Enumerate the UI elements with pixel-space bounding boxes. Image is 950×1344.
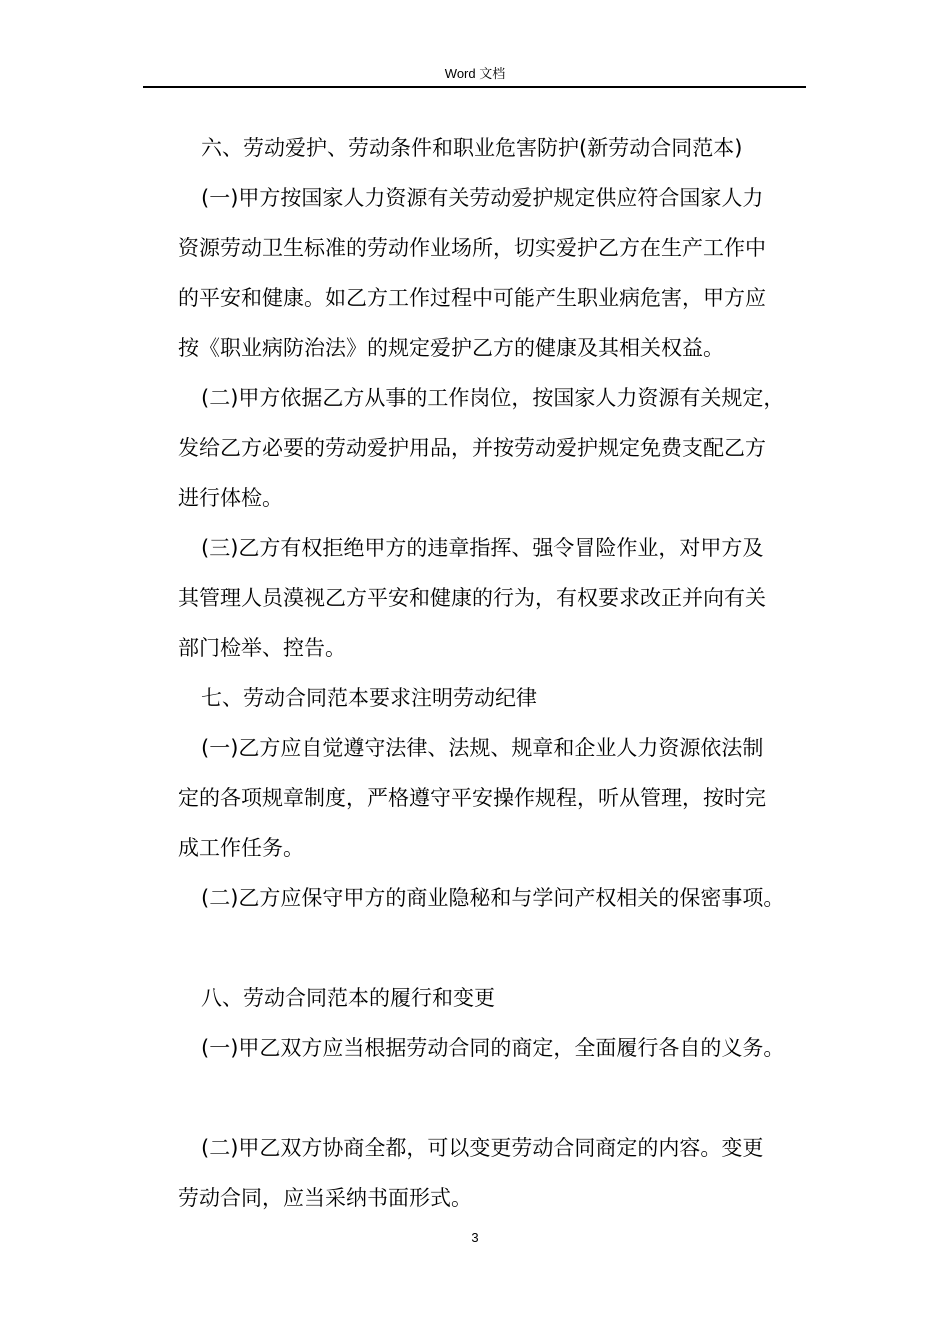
paragraph-line: (二)乙方应保守甲方的商业隐秘和与学问产权相关的保密事项。 — [201, 886, 785, 910]
paragraph-line: 部门检举、控告。 — [178, 636, 346, 660]
section-heading-6: 六、劳动爱护、劳动条件和职业危害防护(新劳动合同范本) — [201, 136, 743, 160]
paragraph-line: 按《职业病防治法》的规定爱护乙方的健康及其相关权益。 — [178, 336, 724, 360]
paragraph-line: (一)甲乙双方应当根据劳动合同的商定，全面履行各自的义务。 — [201, 1036, 785, 1060]
paragraph-line: 劳动合同，应当采纳书面形式。 — [178, 1186, 472, 1210]
page-header-label: Word 文档 — [444, 66, 506, 81]
paragraph-line: 的平安和健康。如乙方工作过程中可能产生职业病危害，甲方应 — [178, 286, 766, 310]
paragraph-line: (一)甲方按国家人力资源有关劳动爱护规定供应符合国家人力 — [201, 186, 764, 210]
section-heading-7: 七、劳动合同范本要求注明劳动纪律 — [201, 686, 537, 710]
header-divider — [143, 86, 806, 88]
paragraph-line: (二)甲方依据乙方从事的工作岗位，按国家人力资源有关规定， — [201, 386, 785, 410]
paragraph-line: (二)甲乙双方协商全都，可以变更劳动合同商定的内容。变更 — [201, 1136, 764, 1160]
page-number: 3 — [471, 1230, 479, 1245]
paragraph-line: 资源劳动卫生标准的劳动作业场所，切实爱护乙方在生产工作中 — [178, 236, 766, 260]
paragraph-line: (一)乙方应自觉遵守法律、法规、规章和企业人力资源依法制 — [201, 736, 764, 760]
paragraph-line: 定的各项规章制度，严格遵守平安操作规程，听从管理，按时完 — [178, 786, 766, 810]
paragraph-line: 进行体检。 — [178, 486, 283, 510]
paragraph-line: 发给乙方必要的劳动爱护用品，并按劳动爱护规定免费支配乙方 — [178, 436, 766, 460]
paragraph-line: (三)乙方有权拒绝甲方的违章指挥、强令冒险作业，对甲方及 — [201, 536, 764, 560]
section-heading-8: 八、劳动合同范本的履行和变更 — [201, 986, 495, 1010]
paragraph-line: 其管理人员漠视乙方平安和健康的行为，有权要求改正并向有关 — [178, 586, 766, 610]
paragraph-line: 成工作任务。 — [178, 836, 304, 860]
